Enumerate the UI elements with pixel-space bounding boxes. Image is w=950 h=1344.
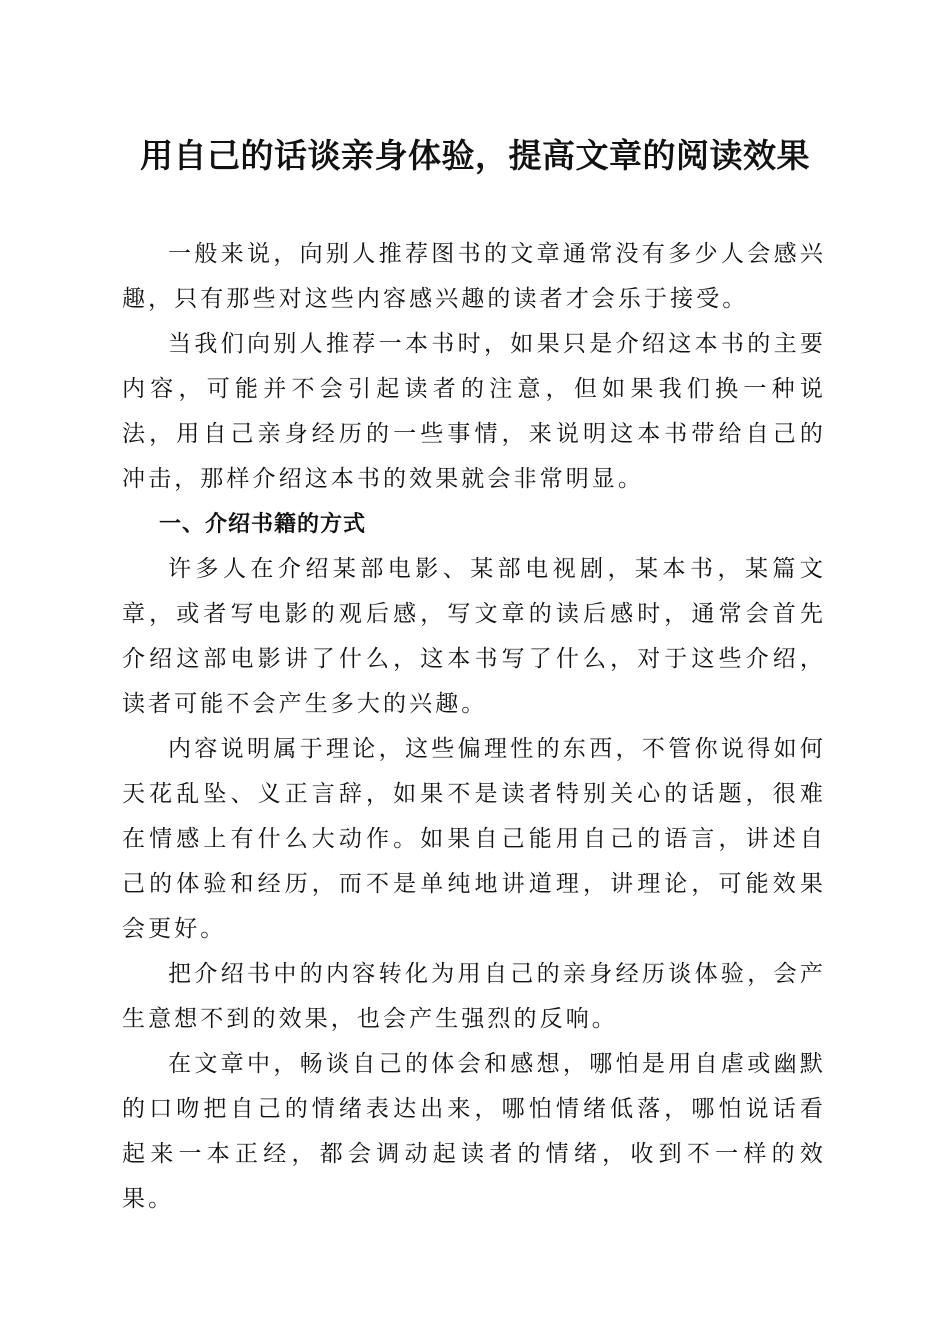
article-body	[122, 232, 826, 1222]
section-heading: 一、介绍书籍的方式	[159, 512, 367, 537]
page-title: 用自己的话谈亲身体验，提高文章的阅读效果	[140, 136, 810, 175]
paragraph-recommend: 当我们向别人推荐一本书时，如果只是介绍这本书的主要内容，可能并不会引起读者的注意，但如果我们换一种说法，用自己亲身经历的一些事情，来说明这本书带给自己的冲击，那样介绍这本书的效果就会非常明显。	[122, 331, 826, 492]
paragraph-intro-methods: 许多人在介绍某部电影、某部电视剧，某本书，某篇文章，或者写电影的观后感，写文章的读后感时，通常会首先介绍这部电影讲了什么，这本书写了什么，对于这些介绍，读者可能不会产生多大的兴趣。	[122, 556, 826, 717]
paragraph-experience: 把介绍书中的内容转化为用自己的亲身经历谈体验，会产生意想不到的效果，也会产生强烈的反响。	[122, 961, 826, 1032]
paragraph-emotion: 在文章中，畅谈自己的体会和感想，哪怕是用自虐或幽默的口吻把自己的情绪表达出来，哪怕情绪低落，哪怕说话看起来一本正经，都会调动起读者的情绪，收到不一样的效果。	[122, 1051, 826, 1212]
paragraph-theory: 内容说明属于理论，这些偏理性的东西，不管你说得如何天花乱坠、义正言辞，如果不是读者特别关心的话题，很难在情感上有什么大动作。如果自己能用自己的语言，讲述自己的体验和经历，而不是单纯地讲道理，讲理论，可能效果会更好。	[122, 736, 826, 942]
paragraph-intro: 一般来说，向别人推荐图书的文章通常没有多少人会感兴趣，只有那些对这些内容感兴趣的读者才会乐于接受。	[122, 241, 826, 312]
